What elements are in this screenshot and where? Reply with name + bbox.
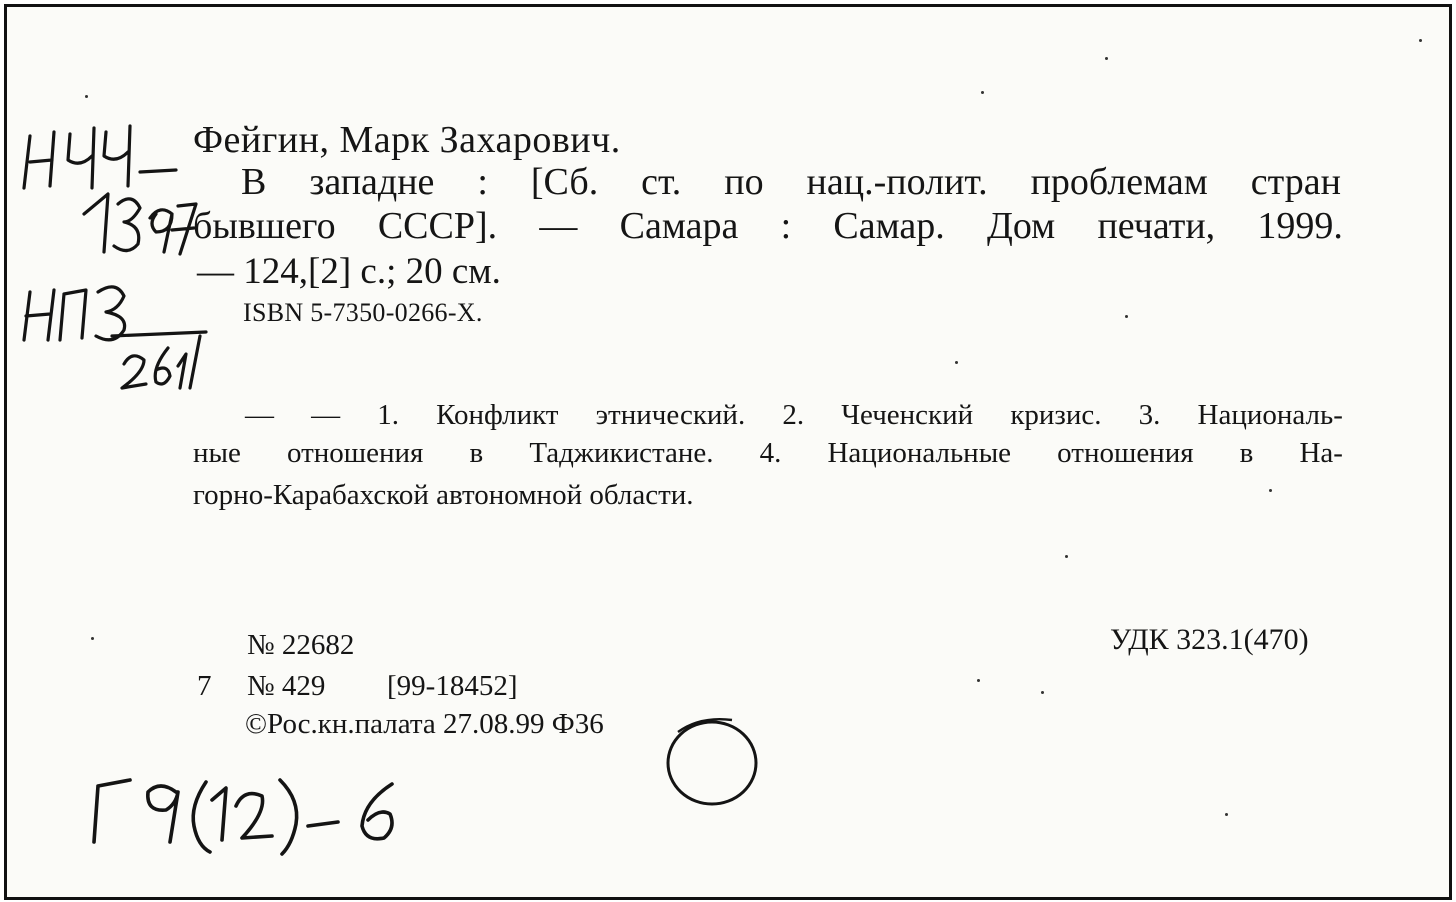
speck	[1041, 691, 1044, 694]
speck	[1065, 555, 1068, 558]
speck	[91, 637, 94, 640]
word: по	[724, 161, 764, 203]
word: —	[539, 205, 578, 247]
subjects-line-1	[245, 401, 1343, 430]
word: —	[245, 399, 274, 431]
word: Самара	[619, 205, 739, 247]
speck	[1269, 489, 1272, 492]
subjects-line-3: горно-Карабахской автономной области.	[193, 479, 694, 511]
title-line-2	[193, 207, 1343, 245]
word: в	[1239, 437, 1254, 469]
word: отношения	[287, 437, 424, 469]
word: нац.-полит.	[806, 161, 988, 203]
speck	[85, 95, 88, 98]
word: западне	[309, 161, 435, 203]
speck	[981, 91, 984, 94]
author-heading: Фейгин, Марк Захарович.	[193, 119, 621, 161]
word: Националь-	[1197, 399, 1343, 431]
speck	[1225, 813, 1228, 816]
word: Таджикистане.	[529, 437, 714, 469]
speck	[1125, 315, 1128, 318]
word: 1999.	[1257, 205, 1343, 247]
record-code: [99-18452]	[387, 670, 518, 702]
word: бывшего	[193, 205, 336, 247]
word: 1.	[377, 399, 399, 431]
word: СССР].	[377, 205, 498, 247]
word: :	[477, 161, 488, 203]
word: В	[241, 161, 267, 203]
word: кризис.	[1010, 399, 1102, 431]
word: :	[780, 205, 792, 247]
word: этнический.	[595, 399, 746, 431]
word: [Сб.	[530, 161, 599, 203]
number-prefix: 7	[197, 670, 212, 702]
subjects-line-2	[193, 439, 1343, 468]
catalog-card	[4, 4, 1452, 900]
isbn: ISBN 5-7350-0266-X.	[243, 298, 483, 327]
word: 4.	[759, 437, 782, 469]
word: ст.	[641, 161, 682, 203]
udk-code: УДК 323.1(470)	[1110, 623, 1309, 656]
word: печати,	[1097, 205, 1216, 247]
speck	[955, 361, 958, 364]
word: стран	[1250, 161, 1341, 203]
speck	[977, 679, 980, 682]
card-number: № 22682	[247, 629, 355, 661]
word: отношения	[1057, 437, 1194, 469]
word: 3.	[1138, 399, 1161, 431]
word: 2.	[782, 399, 805, 431]
word: Самар.	[833, 205, 945, 247]
title-line-3: — 124,[2] с.; 20 см.	[197, 251, 501, 292]
copyright-line: ©Рос.кн.палата 27.08.99 Ф36	[245, 708, 604, 740]
word: Национальные	[827, 437, 1012, 469]
word: Дом	[986, 205, 1056, 247]
word: ные	[193, 437, 241, 469]
word: —	[311, 399, 341, 431]
word: Конфликт	[436, 399, 559, 431]
word: проблемам	[1030, 161, 1208, 203]
word: в	[469, 437, 484, 469]
word: Чеченский	[841, 399, 974, 431]
word: На-	[1299, 437, 1343, 469]
title-line-1	[241, 163, 1341, 201]
speck	[1105, 57, 1108, 60]
speck	[1419, 39, 1422, 42]
record-number: № 429	[247, 670, 326, 702]
